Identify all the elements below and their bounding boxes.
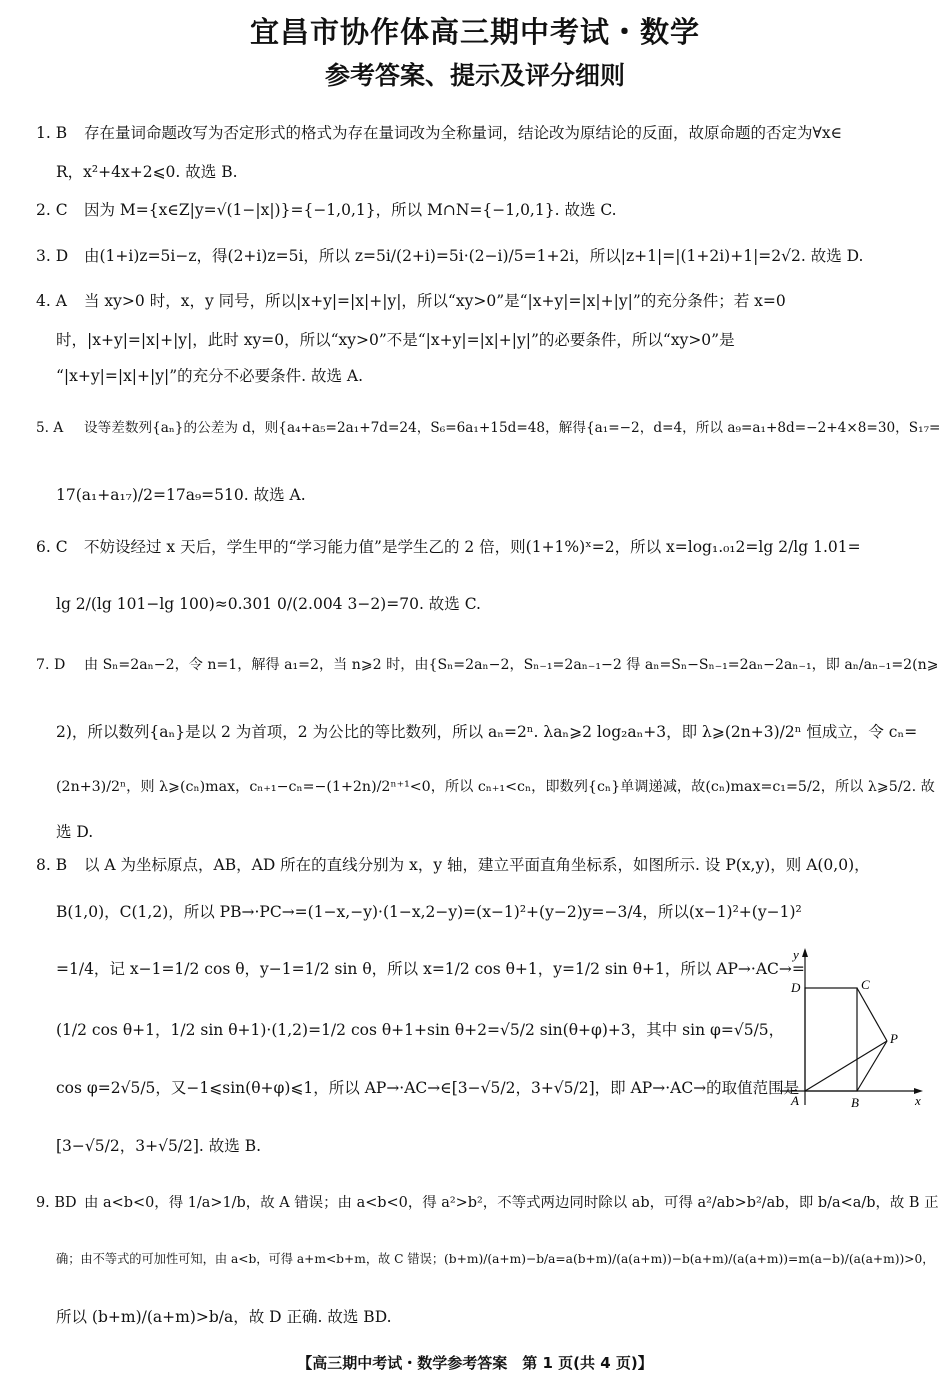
answer-5-line-2: 17(a₁+a₁₇)/2=17a₉=510. 故选 A. xyxy=(56,486,306,504)
answer-7 xyxy=(36,642,939,688)
segment-bp xyxy=(857,1041,887,1091)
answer-9 xyxy=(36,1180,939,1226)
answer-4-line-3: “|x+y|=|x|+|y|”的充分不必要条件. 故选 A. xyxy=(56,367,364,385)
answer-text: 由 Sₙ=2aₙ−2，令 n=1，解得 a₁=2，当 n⩾2 时，由{Sₙ=2aₙ−2，Sₙ₋₁=2aₙ₋₁−2 得 aₙ=Sₙ−Sₙ₋₁=2aₙ−2aₙ₋₁，即 aₙ/aₙ₋₁=2(n⩾ xyxy=(84,657,939,673)
answer-number: 9. BD xyxy=(36,1195,77,1211)
label-a: A xyxy=(791,1093,799,1108)
answer-1-line-2: R，x²+4x+2⩽0. 故选 B. xyxy=(56,163,238,181)
label-p: P xyxy=(890,1031,898,1046)
answer-8-line-2: B(1,0)，C(1,2)，所以 PB→·PC→=(1−x,−y)·(1−x,2−y)=(x−1)²+(y−2)y=−3/4，所以(x−1)²+(y−1)² xyxy=(56,903,802,921)
answer-8 xyxy=(36,842,916,888)
answer-number: 3. D xyxy=(36,247,69,265)
answer-9-line-3: 所以 (b+m)/(a+m)>b/a，故 D 正确. 故选 BD. xyxy=(56,1308,392,1326)
answer-number: 5. A xyxy=(36,420,64,436)
answer-8-line-5: cos φ=2√5/5，又−1⩽sin(θ+φ)⩽1，所以 AP→·AC→∈[3−√5/2，3+√5/2]，即 AP→·AC→的取值范围是 xyxy=(56,1079,800,1097)
answer-text: 以 A 为坐标原点，AB，AD 所在的直线分别为 x，y 轴，建立平面直角坐标系，如图所示. 设 P(x,y)，则 A(0,0)， xyxy=(84,856,870,874)
page-title: 宜昌市协作体高三期中考试・数学 xyxy=(249,15,700,49)
label-b: B xyxy=(851,1095,859,1110)
answer-text: 因为 M={x∈Z|y=√(1−|x|)}={−1,0,1}，所以 M∩N={−1,0,1}. 故选 C. xyxy=(84,201,617,219)
answer-text: 由(1+i)z=5i−z，得(2+i)z=5i，所以 z=5i/(2+i)=5i·(2−i)/5=1+2i，所以|z+1|=|(1+2i)+1|=2√2. 故选 D. xyxy=(84,247,864,265)
answer-7-line-3: (2n+3)/2ⁿ，则 λ⩾(cₙ)max，cₙ₊₁−cₙ=−(1+2n)/2ⁿ⁺¹<0，所以 cₙ₊₁<cₙ，即数列{cₙ}单调递减，故(cₙ)max=c₁=5/2，所以 λ⩾5/2. 故 xyxy=(56,779,935,795)
answer-number: 7. D xyxy=(36,657,66,673)
answer-number: 2. C xyxy=(36,201,68,219)
answer-text: 当 xy>0 时，x，y 同号，所以|x+y|=|x|+|y|，所以“xy>0”是“|x+y|=|x|+|y|”的充分条件；若 x=0 xyxy=(84,292,786,310)
label-c: C xyxy=(861,977,870,992)
segment-cp xyxy=(857,988,887,1041)
label-d: D xyxy=(791,980,801,995)
answer-text: 由 a<b<0，得 1/a>1/b，故 A 错误；由 a<b<0，得 a²>b²，不等式两边同时除以 ab，可得 a²/ab>b²/ab，即 b/a<a/b，故 B 正 xyxy=(84,1195,939,1211)
answer-1 xyxy=(36,110,916,156)
answer-number: 6. C xyxy=(36,538,68,556)
answer-7-line-4: 选 D. xyxy=(56,823,94,841)
answer-8-line-3: =1/4，记 x−1=1/2 cos θ，y−1=1/2 sin θ，所以 x=1/2 cos θ+1，y=1/2 sin θ+1，所以 AP→·AC→= xyxy=(56,960,805,978)
coordinate-figure xyxy=(775,945,925,1120)
label-x: x xyxy=(915,1093,921,1108)
answer-number: 8. B xyxy=(36,856,68,874)
answer-3 xyxy=(36,233,916,279)
answer-number: 4. A xyxy=(36,292,67,310)
answer-7-line-2: 2)，所以数列{aₙ}是以 2 为首项，2 为公比的等比数列，所以 aₙ=2ⁿ. λaₙ⩾2 log₂aₙ+3，即 λ⩾(2n+3)/2ⁿ 恒成立，令 cₙ= xyxy=(56,723,918,741)
answer-6-line-2: lg 2/(lg 101−lg 100)≈0.301 0/(2.004 3−2)=70. 故选 C. xyxy=(56,595,481,613)
answer-4-line-2: 时，|x+y|=|x|+|y|，此时 xy=0，所以“xy>0”不是“|x+y|=|x|+|y|”的必要条件，所以“xy>0”是 xyxy=(56,331,735,349)
page-subtitle: 参考答案、提示及评分细则 xyxy=(324,61,625,90)
answer-5 xyxy=(36,405,941,451)
answer-2 xyxy=(36,187,916,233)
y-axis-arrow xyxy=(802,948,808,957)
label-y: y xyxy=(793,947,799,962)
segment-ap xyxy=(805,1041,887,1091)
answer-4 xyxy=(36,278,916,324)
answer-8-line-6: [3−√5/2，3+√5/2]. 故选 B. xyxy=(56,1137,262,1155)
answer-number: 1. B xyxy=(36,124,68,142)
answer-8-line-4: (1/2 cos θ+1，1/2 sin θ+1)·(1,2)=1/2 cos θ+1+sin θ+2=√5/2 sin(θ+φ)+3，其中 sin φ=√5/5， xyxy=(56,1021,785,1039)
answer-6 xyxy=(36,524,916,570)
answer-text: 不妨设经过 x 天后，学生甲的“学习能力值”是学生乙的 2 倍，则(1+1%)ˣ=2，所以 x=log₁.₀₁2=lg 2/lg 1.01= xyxy=(84,538,861,556)
answer-text: 设等差数列{aₙ}的公差为 d，则{a₄+a₅=2a₁+7d=24，S₆=6a₁+15d=48，解得{a₁=−2，d=4，所以 a₉=a₁+8d=−2+4×8=30，S₁₇= xyxy=(84,420,941,436)
page-footer: 【高三期中考试・数学参考答案 第 1 页(共 4 页)】 xyxy=(297,1354,653,1372)
answer-9-line-2: 确；由不等式的可加性可知，由 a<b，可得 a+m<b+m，故 C 错误；(b+m)/(a+m)−b/a=a(b+m)/(a(a+m))−b(a+m)/(a(a+m))=m(a−b)/(a(a+m))>0， xyxy=(56,1252,935,1266)
answer-text: 存在量词命题改写为否定形式的格式为存在量词改为全称量词，结论改为原结论的反面，故原命题的否定为∀x∈ xyxy=(84,124,843,142)
